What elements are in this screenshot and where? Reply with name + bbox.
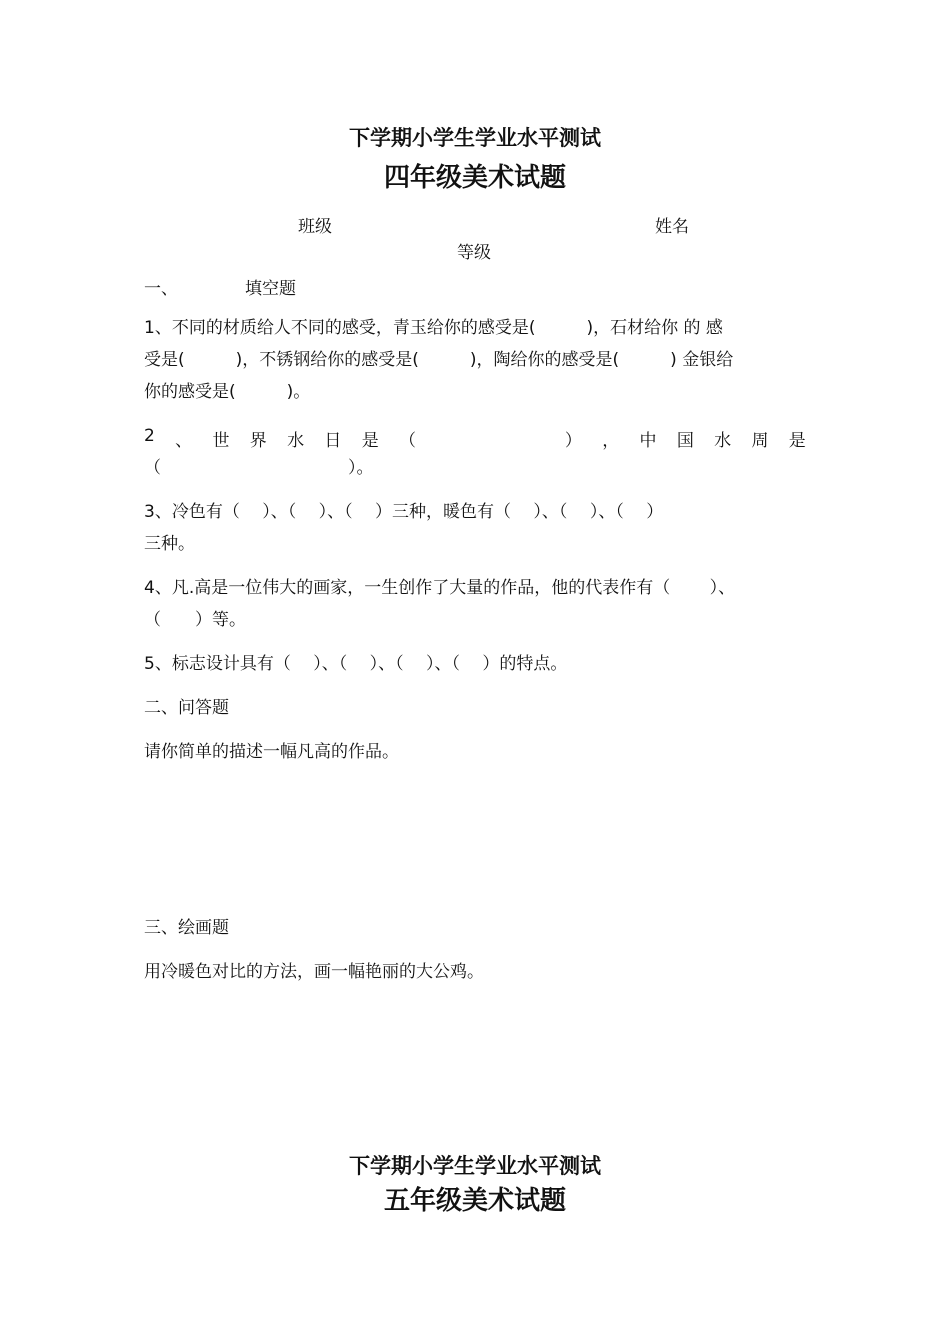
exam-title: 四年级美术试题 bbox=[383, 163, 566, 193]
question-5-line-1: 5、标志设计具有（ ）、（ ）、（ ）、（ ）的特点。 bbox=[144, 654, 568, 674]
question-3-line-1: 3、冷色有（ ）、（ ）、（ ）三种，暖色有（ ）、（ ）、（ ） bbox=[144, 502, 664, 522]
question-2-line-1 bbox=[144, 426, 806, 451]
question-1-line-3: 你的感受是( )。 bbox=[144, 382, 311, 402]
question-4-line-2: （ ）等。 bbox=[144, 610, 246, 630]
question-2-char: 水 bbox=[714, 431, 732, 451]
grade-label: 等级 bbox=[457, 243, 491, 263]
section2-question: 请你简单的描述一幅凡高的作品。 bbox=[144, 742, 399, 762]
question-2-char bbox=[488, 426, 493, 451]
question-2-char bbox=[513, 426, 518, 451]
question-2-char: （ bbox=[399, 431, 417, 451]
question-1-line-1: 1、不同的材质给人不同的感受，青玉给你的感受是( )，石材给你 的 感 bbox=[144, 318, 723, 338]
question-2-char bbox=[436, 426, 441, 451]
question-2-char: 国 bbox=[676, 431, 694, 451]
class-label: 班级 bbox=[298, 217, 332, 237]
question-2-char: 是 bbox=[788, 431, 806, 451]
question-2-char: 界 bbox=[249, 431, 267, 451]
question-2-char: 周 bbox=[751, 431, 769, 451]
exam2-subtitle: 下学期小学生学业水平测试 bbox=[349, 1154, 601, 1178]
exam-subtitle: 下学期小学生学业水平测试 bbox=[349, 126, 601, 150]
question-2-line-2: （ ）。 bbox=[144, 458, 374, 478]
exam2-title: 五年级美术试题 bbox=[383, 1186, 566, 1216]
section3-heading: 三、绘画题 bbox=[144, 918, 229, 938]
question-1-line-2: 受是( )，不锈钢给你的感受是( )，陶给你的感受是( ) 金银给 bbox=[144, 350, 734, 370]
question-4-line-1: 4、凡.高是一位伟大的画家，一生创作了大量的作品，他的代表作有（ ）、 bbox=[144, 578, 736, 598]
section2-heading: 二、问答题 bbox=[144, 698, 229, 718]
name-label: 姓名 bbox=[655, 217, 689, 237]
question-2-char bbox=[539, 426, 544, 451]
question-2-char: 水 bbox=[287, 431, 305, 451]
question-2-char: 中 bbox=[639, 431, 657, 451]
section3-question: 用冷暖色对比的方法，画一幅艳丽的大公鸡。 bbox=[144, 962, 484, 982]
section1-heading: 填空题 bbox=[245, 279, 296, 299]
question-2-char: 、 bbox=[175, 431, 193, 451]
question-2-char: ， bbox=[602, 431, 620, 451]
question-2-char: 日 bbox=[324, 431, 342, 451]
question-3-line-2: 三种。 bbox=[144, 534, 195, 554]
question-2-char: 是 bbox=[361, 431, 379, 451]
question-2-char bbox=[462, 426, 467, 451]
question-2-char: 2 bbox=[144, 426, 155, 446]
question-2-char: 世 bbox=[212, 431, 230, 451]
question-2-char: ） bbox=[564, 431, 582, 451]
section1-number: 一、 bbox=[144, 279, 178, 299]
